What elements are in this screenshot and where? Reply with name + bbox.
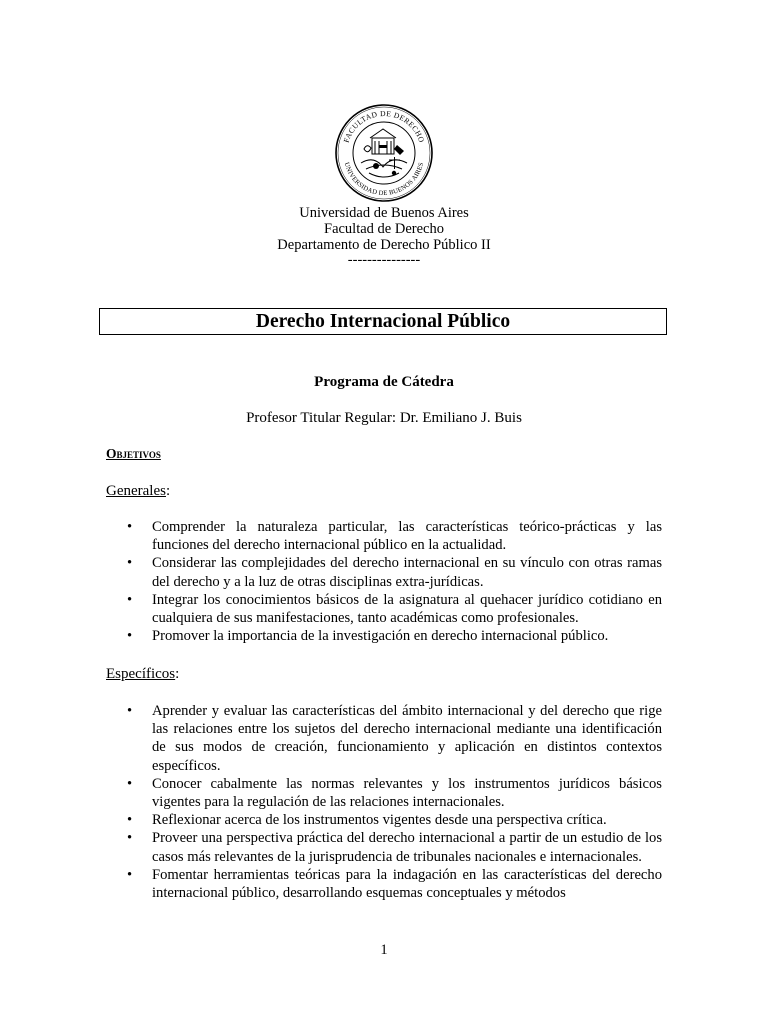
list-item-text: Conocer cabalmente las normas relevantes y los instrumentos jurídicos básicos vigentes para la regulación de las relaciones internacionales. bbox=[152, 775, 662, 811]
general-objectives-list bbox=[106, 518, 662, 645]
faculty-name: Facultad de Derecho bbox=[324, 221, 444, 237]
list-item-text: Aprender y evaluar las características del ámbito internacional y del derecho que rige las relaciones entre los sujetos del derecho internacional mediante una identificación de sus modos de creación, funcionamiento y aplicación en distintos contextos específicos. bbox=[152, 703, 662, 774]
bullet: • bbox=[127, 555, 133, 572]
list-item bbox=[106, 811, 662, 829]
program-title: Programa de Cátedra bbox=[314, 374, 454, 390]
list-item bbox=[106, 627, 662, 645]
list-item bbox=[106, 591, 662, 627]
seal-emblem-icon bbox=[334, 103, 434, 203]
general-objectives-colon: : bbox=[165, 483, 171, 499]
university-name: Universidad de Buenos Aires bbox=[299, 205, 469, 221]
university-seal bbox=[334, 103, 434, 203]
bullet: • bbox=[127, 812, 133, 829]
header-separator: --------------- bbox=[347, 252, 421, 268]
list-item-text: Integrar los conocimientos básicos de la asignatura al quehacer jurídico cotidiano en cualquiera de sus manifestaciones, tanto académicas como profesionales. bbox=[152, 591, 662, 627]
specific-objectives-heading bbox=[106, 666, 179, 683]
bullet: • bbox=[127, 591, 133, 608]
bullet: • bbox=[127, 866, 133, 883]
department-name: Departamento de Derecho Público II bbox=[277, 237, 491, 253]
list-item bbox=[106, 702, 662, 775]
professor-line: Profesor Titular Regular: Dr. Emiliano J. Buis bbox=[246, 410, 522, 426]
objectives-heading bbox=[106, 445, 161, 463]
list-item bbox=[106, 518, 662, 554]
specific-objectives-colon: : bbox=[175, 666, 180, 682]
list-item-text: Proveer una perspectiva práctica del derecho internacional a partir de un estudio de los casos más relevantes de la jurisprudencia de tribunales nacionales e internacionales. bbox=[152, 830, 662, 865]
list-item bbox=[106, 829, 662, 865]
bullet: • bbox=[127, 628, 133, 645]
general-objectives-heading bbox=[106, 483, 170, 500]
list-item bbox=[106, 775, 662, 811]
specific-objectives-list bbox=[106, 702, 662, 902]
list-item-text: Fomentar herramientas teóricas para la indagación en las características del derecho internacional público, desarrollando esquemas conceptuales y métodos bbox=[152, 866, 662, 902]
bullet: • bbox=[127, 519, 133, 535]
bullet: • bbox=[127, 830, 133, 847]
bullet: • bbox=[127, 775, 133, 792]
bullet: • bbox=[127, 703, 133, 719]
specific-objectives-label: Específicos bbox=[106, 666, 176, 682]
general-objectives-label: Generales bbox=[106, 483, 166, 499]
course-title: Derecho Internacional Público bbox=[99, 308, 667, 335]
list-item-text: Promover la importancia de la investigación en derecho internacional público. bbox=[152, 628, 609, 645]
list-item-text: Reflexionar acerca de los instrumentos vigentes desde una perspectiva crítica. bbox=[152, 812, 607, 829]
svg-text:FACULTAD DE DERECHO bbox=[342, 109, 427, 144]
page-number: 1 bbox=[380, 942, 388, 958]
list-item bbox=[106, 554, 662, 590]
seal-ring-top-text: FACULTAD DE DERECHO bbox=[341, 108, 427, 144]
list-item-text: Considerar las complejidades del derecho internacional en su vínculo con otras ramas del derecho y a la luz de otras disciplinas extra-jurídicas. bbox=[152, 555, 662, 590]
seal-ring-bottom-text: UNIVERSIDAD DE BUENOS AIRES bbox=[342, 161, 426, 198]
objectives-heading-text: Objetivos bbox=[106, 446, 161, 461]
list-item bbox=[106, 866, 662, 902]
list-item-text: Comprender la naturaleza particular, las características teórico-prácticas y las funciones del derecho internacional público en la actualidad. bbox=[152, 519, 662, 554]
